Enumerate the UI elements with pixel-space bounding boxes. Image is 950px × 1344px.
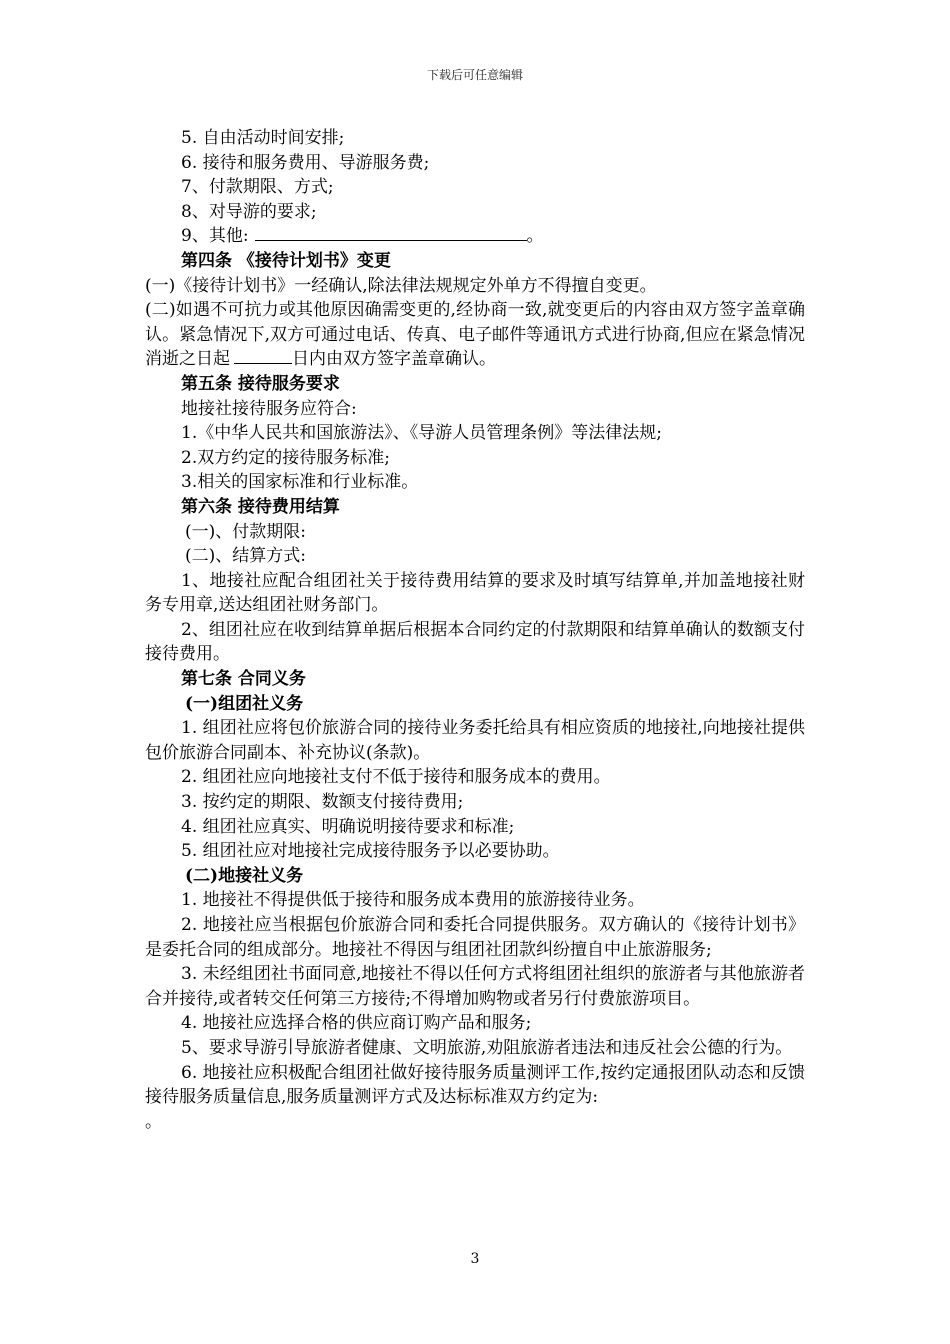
article-5-item-3: 3.相关的国家标准和行业标准。 [181, 472, 419, 493]
article-5-item-2: 2.双方约定的接待服务标准; [181, 447, 390, 468]
duty-b3: 3. 未经组团社书面同意,地接社不得以任何方式将组团社组织的旅游者与其他旅游者合并接待,或者转交任何第三方接待;不得增加购物或者另行付费旅游项目。 [145, 964, 805, 1009]
article-5-intro: 地接社接待服务应符合: [181, 398, 357, 419]
article-6-p1: 1、地接社应配合组团社关于接待费用结算的要求及时填写结算单,并加盖地接社财务专用章,送达组团社财务部门。 [145, 570, 805, 616]
article-6-section-1: (一)、付款期限: [185, 521, 306, 542]
document-body [145, 126, 805, 1134]
item-9-blank [255, 224, 527, 241]
duty-b6-end: 。 [145, 1111, 162, 1132]
article-4-p1: (一)《接待计划书》一经确认,除法律法规规定外单方不得擅自变更。 [145, 275, 657, 296]
article-4-p2-text: (二)如遇不可抗力或其他原因确需变更的,经协商一致,就变更后的内容由双方签字盖章确认。紧急情况下,双方可通过电话、传真、电子邮件等通讯方式进行协商,但应在紧急情况消逝之日起 [145, 300, 805, 370]
article-7-sub-1: (一)组团社义务 [185, 693, 304, 714]
article-7-sub-2: (二)地接社义务 [185, 865, 304, 886]
article-5-title: 第五条 接待服务要求 [181, 373, 340, 394]
duty-a3: 3. 按约定的期限、数额支付接待费用; [181, 792, 464, 813]
article-4-days-blank [234, 347, 292, 364]
article-7-title: 第七条 合同义务 [181, 669, 306, 690]
page-header: 下载后可任意编辑 [426, 68, 523, 82]
page-number: 3 [470, 1251, 480, 1267]
item-8: 8、对导游的要求; [181, 201, 317, 222]
item-9-label: 9、其他: [181, 226, 249, 247]
duty-a2: 2. 组团社应向地接社支付不低于接待和服务成本的费用。 [181, 767, 611, 788]
article-4-p2 [145, 298, 805, 372]
duty-b1: 1. 地接社不得提供低于接待和服务成本费用的旅游接待业务。 [181, 890, 645, 911]
article-6-section-2: (二)、结算方式: [185, 546, 306, 567]
duty-b4: 4. 地接社应选择合格的供应商订购产品和服务; [181, 1013, 532, 1034]
article-6-p2: 2、组团社应在收到结算单据后根据本合同约定的付款期限和结算单确认的数额支付接待费用。 [145, 619, 805, 665]
item-7: 7、付款期限、方式; [181, 177, 334, 198]
duty-b2: 2. 地接社应当根据包价旅游合同和委托合同提供服务。双方确认的《接待计划书》是委托合同的组成部分。地接社不得因与组团社团款纠纷擅自中止旅游服务; [145, 915, 805, 960]
duty-a5: 5. 组团社应对地接社完成接待服务予以必要协助。 [181, 841, 560, 862]
article-6-title: 第六条 接待费用结算 [181, 496, 340, 517]
duty-a1: 1. 组团社应将包价旅游合同的接待业务委托给具有相应资质的地接社,向地接社提供包价旅游合同副本、补充协议(条款)。 [145, 718, 805, 763]
article-4-title: 第四条 《接待计划书》变更 [181, 250, 391, 271]
duty-b6: 6. 地接社应积极配合组团社做好接待服务质量测评工作,按约定通报团队动态和反馈接待服务质量信息,服务质量测评方式及达标标准双方约定为: [145, 1062, 805, 1108]
duty-a4: 4. 组团社应真实、明确说明接待要求和标准; [181, 816, 515, 837]
item-9 [145, 224, 805, 249]
article-5-item-1: 1.《中华人民共和国旅游法》、《导游人员管理条例》等法律法规; [181, 423, 662, 444]
item-9-end: 。 [526, 226, 544, 247]
duty-b5: 5、要求导游引导旅游者健康、文明旅游,劝阻旅游者违法和违反社会公德的行为。 [181, 1037, 793, 1058]
article-4-p2-end: 日内由双方签字盖章确认。 [292, 349, 496, 370]
item-5: 5. 自由活动时间安排; [181, 128, 345, 148]
item-6: 6. 接待和服务费用、导游服务费; [181, 152, 430, 173]
